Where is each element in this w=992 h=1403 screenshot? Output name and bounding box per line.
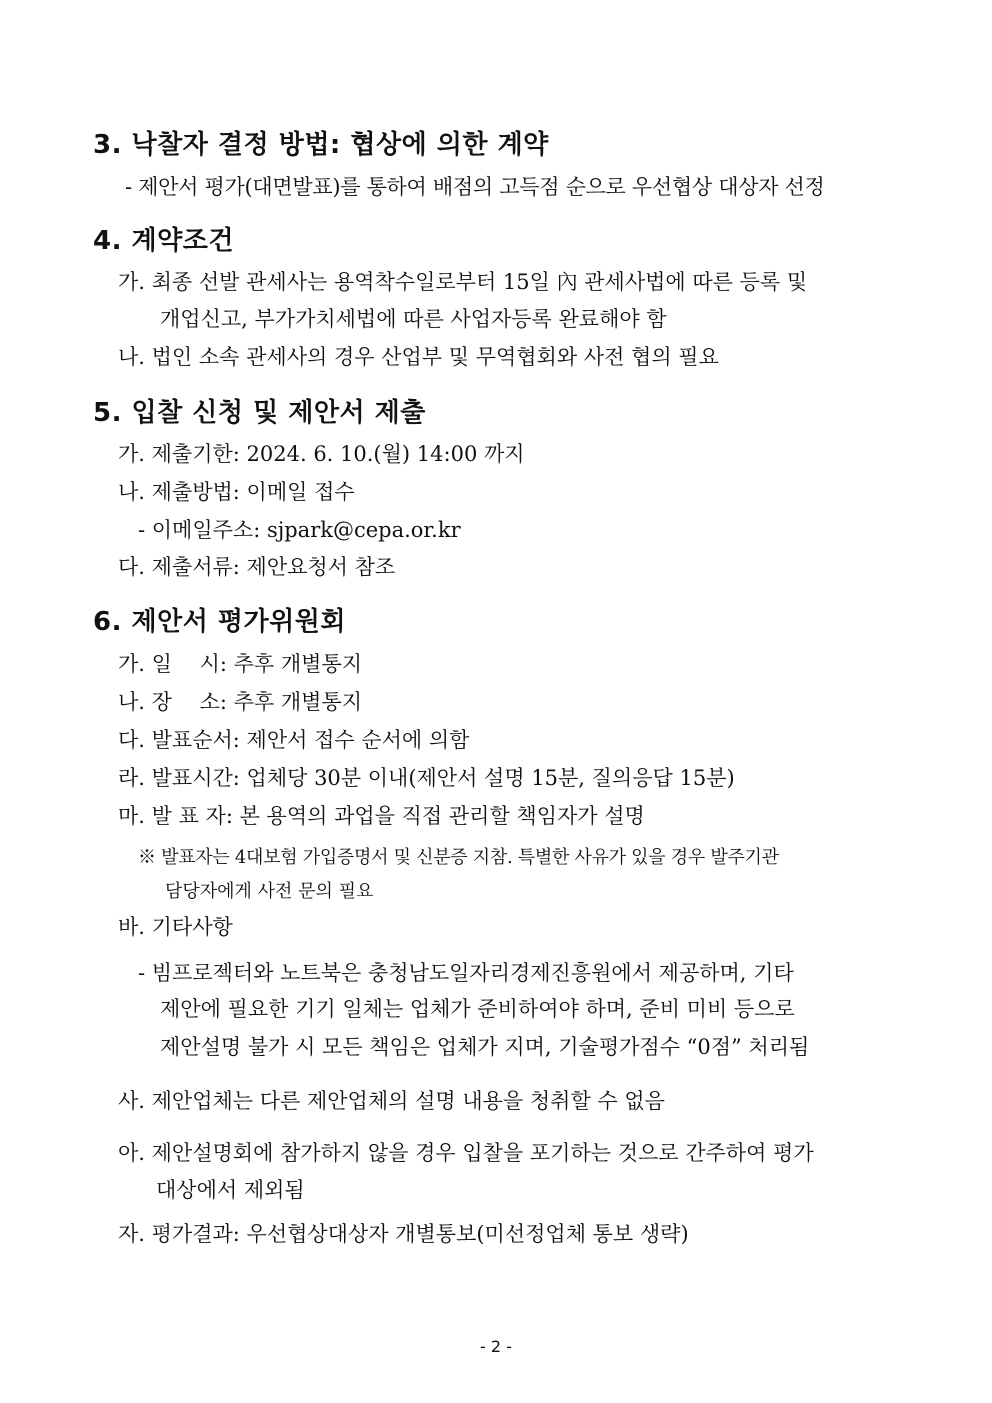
section-5-line-2: 나. 제출방법: 이메일 접수 xyxy=(118,480,355,504)
section-5-email-line: - 이메일주소: sjpark@cepa.or.kr xyxy=(138,518,461,542)
section-3-line-1: - 제안서 평가(대면발표)를 통하여 배점의 고득점 순으로 우선협상 대상자 선정 xyxy=(125,175,825,199)
section-5-line-4: 다. 제출서류: 제안요청서 참조 xyxy=(118,555,396,579)
section-4-line-1: 가. 최종 선발 관세사는 용역착수일로부터 15일 內 관세사법에 따른 등록 및 xyxy=(118,270,808,294)
section-6-line-15: 자. 평가결과: 우선협상대상자 개별통보(미선정업체 통보 생략) xyxy=(118,1222,689,1246)
section-6-line-10: 제안에 필요한 기기 일체는 업체가 준비하여야 하며, 준비 미비 등으로 xyxy=(160,997,795,1021)
section-6-line-5: 마. 발 표 자: 본 용역의 과업을 직접 관리할 책임자가 설명 xyxy=(118,804,645,828)
section-6-line-14: 대상에서 제외됨 xyxy=(156,1178,305,1202)
section-6-line-4: 라. 발표시간: 업체당 30분 이내(제안서 설명 15분, 질의응답 15분) xyxy=(118,766,735,790)
section-6-note-line-1: ※ 발표자는 4대보험 가입증명서 및 신분증 지참. 특별한 사유가 있을 경우 발주기관 xyxy=(138,847,779,868)
section-4-heading: 4. 계약조건 xyxy=(93,226,234,256)
section-6-line-3: 다. 발표순서: 제안서 접수 순서에 의함 xyxy=(118,728,470,752)
section-3-heading: 3. 낙찰자 결정 방법: 협상에 의한 계약 xyxy=(93,130,549,160)
section-5-line-1: 가. 제출기한: 2024. 6. 10.(월) 14:00 까지 xyxy=(118,442,525,466)
section-6-line-12: 사. 제안업체는 다른 제안업체의 설명 내용을 청취할 수 없음 xyxy=(118,1089,665,1113)
section-6-line-2: 나. 장 소: 추후 개별통지 xyxy=(118,690,363,714)
section-6-heading: 6. 제안서 평가위원회 xyxy=(93,607,346,637)
section-6-line-11: 제안설명 불가 시 모든 책임은 업체가 지며, 기술평가점수 “0점” 처리됨 xyxy=(160,1035,810,1059)
section-6-line-9: - 빔프로젝터와 노트북은 충청남도일자리경제진흥원에서 제공하며, 기타 xyxy=(138,961,794,985)
section-6-line-1: 가. 일 시: 추후 개별통지 xyxy=(118,652,363,676)
section-6-note-line-2: 담당자에게 사전 문의 필요 xyxy=(165,881,374,902)
section-4-line-2: 개업신고, 부가가치세법에 따른 사업자등록 완료해야 함 xyxy=(160,307,667,331)
section-4-line-3: 나. 법인 소속 관세사의 경우 산업부 및 무역협회와 사전 협의 필요 xyxy=(118,345,719,369)
page-number: - 2 - xyxy=(480,1337,512,1356)
section-6-line-13: 아. 제안설명회에 참가하지 않을 경우 입찰을 포기하는 것으로 간주하여 평가 xyxy=(118,1141,814,1165)
section-5-heading: 5. 입찰 신청 및 제안서 제출 xyxy=(93,398,426,428)
section-6-line-8: 바. 기타사항 xyxy=(118,915,233,939)
